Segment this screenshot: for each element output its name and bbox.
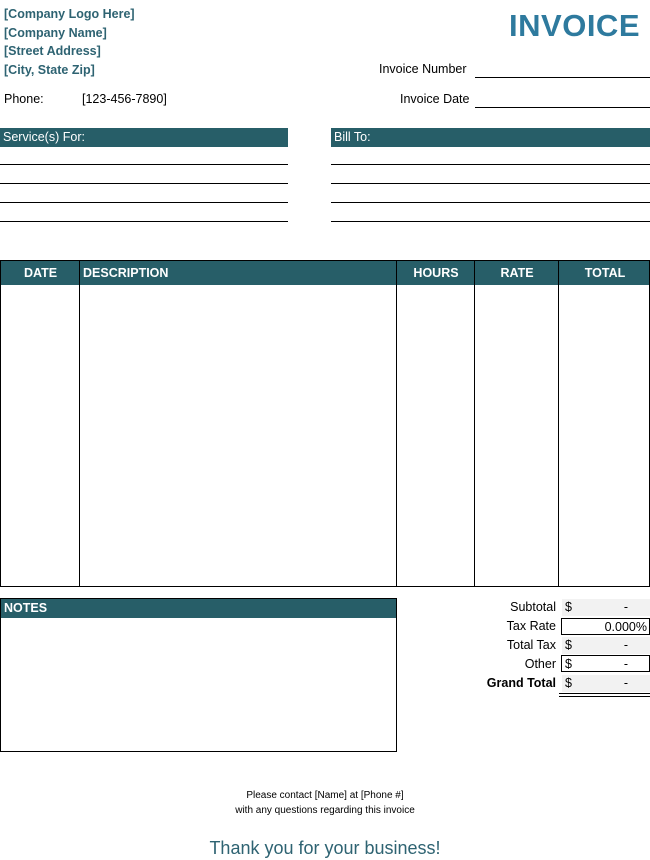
tax-rate-input[interactable] <box>561 618 650 635</box>
services-for-line-4[interactable] <box>0 221 288 222</box>
invoice-date-field[interactable] <box>475 107 650 108</box>
subtotal-currency: $ <box>565 600 572 614</box>
company-name[interactable]: [Company Name] <box>4 25 107 40</box>
subtotal-value: - <box>623 600 628 614</box>
invoice-date-label: Invoice Date <box>400 92 470 106</box>
column-header-rate: RATE <box>500 266 534 280</box>
bill-to-line-2[interactable] <box>331 183 650 184</box>
company-logo-placeholder[interactable]: [Company Logo Here] <box>4 7 135 21</box>
tax-rate-value: 0.000% <box>604 620 647 634</box>
other-currency: $ <box>565 657 572 671</box>
services-for-line-2[interactable] <box>0 183 288 184</box>
total-tax-cell <box>562 637 650 654</box>
grand-total-value: - <box>623 676 628 690</box>
tax-rate-label: Tax Rate <box>506 619 556 633</box>
bill-to-line-1[interactable] <box>331 164 650 165</box>
other-input[interactable] <box>561 655 650 672</box>
invoice-number-field[interactable] <box>475 77 650 78</box>
column-divider <box>396 261 397 586</box>
total-tax-currency: $ <box>565 638 572 652</box>
items-table-header <box>1 261 649 285</box>
company-city[interactable]: [City, State Zip] <box>4 62 95 77</box>
column-header-date: DATE <box>23 266 58 280</box>
grand-total-currency: $ <box>565 676 572 690</box>
other-label: Other <box>524 657 556 671</box>
other-value: - <box>623 657 628 671</box>
notes-box[interactable] <box>0 598 397 752</box>
services-for-header: Service(s) For: <box>0 128 288 147</box>
services-for-line-3[interactable] <box>0 202 288 203</box>
services-for-line-1[interactable] <box>0 164 288 165</box>
subtotal-cell <box>562 599 650 616</box>
contact-line-1: Please contact [Name] at [Phone #] <box>246 790 404 801</box>
column-header-hours: HOURS <box>413 266 459 280</box>
bill-to-line-3[interactable] <box>331 202 650 203</box>
column-divider <box>79 261 80 586</box>
company-info <box>4 5 135 79</box>
grand-total-label: Grand Total <box>486 676 556 690</box>
column-header-description: DESCRIPTION <box>83 266 169 280</box>
column-header-total: TOTAL <box>584 266 626 280</box>
company-street[interactable]: [Street Address] <box>4 44 101 58</box>
contact-line-2: with any questions regarding this invoice <box>235 805 415 816</box>
thank-you-message: Thank you for your business! <box>209 838 441 858</box>
bill-to-header: Bill To: <box>331 128 650 147</box>
phone-label: Phone: <box>4 92 44 106</box>
phone-value[interactable]: [123-456-7890] <box>82 92 167 106</box>
invoice-title: INVOICE <box>509 8 640 43</box>
grand-total-double-underline <box>559 693 650 697</box>
items-table <box>0 260 650 587</box>
total-tax-label: Total Tax <box>506 638 556 652</box>
column-divider <box>558 261 559 586</box>
column-divider <box>474 261 475 586</box>
bill-to-line-4[interactable] <box>331 221 650 222</box>
notes-header: NOTES <box>1 599 396 618</box>
invoice-number-label: Invoice Number <box>379 62 467 76</box>
grand-total-cell <box>562 675 650 692</box>
subtotal-label: Subtotal <box>510 600 556 614</box>
total-tax-value: - <box>623 638 628 652</box>
